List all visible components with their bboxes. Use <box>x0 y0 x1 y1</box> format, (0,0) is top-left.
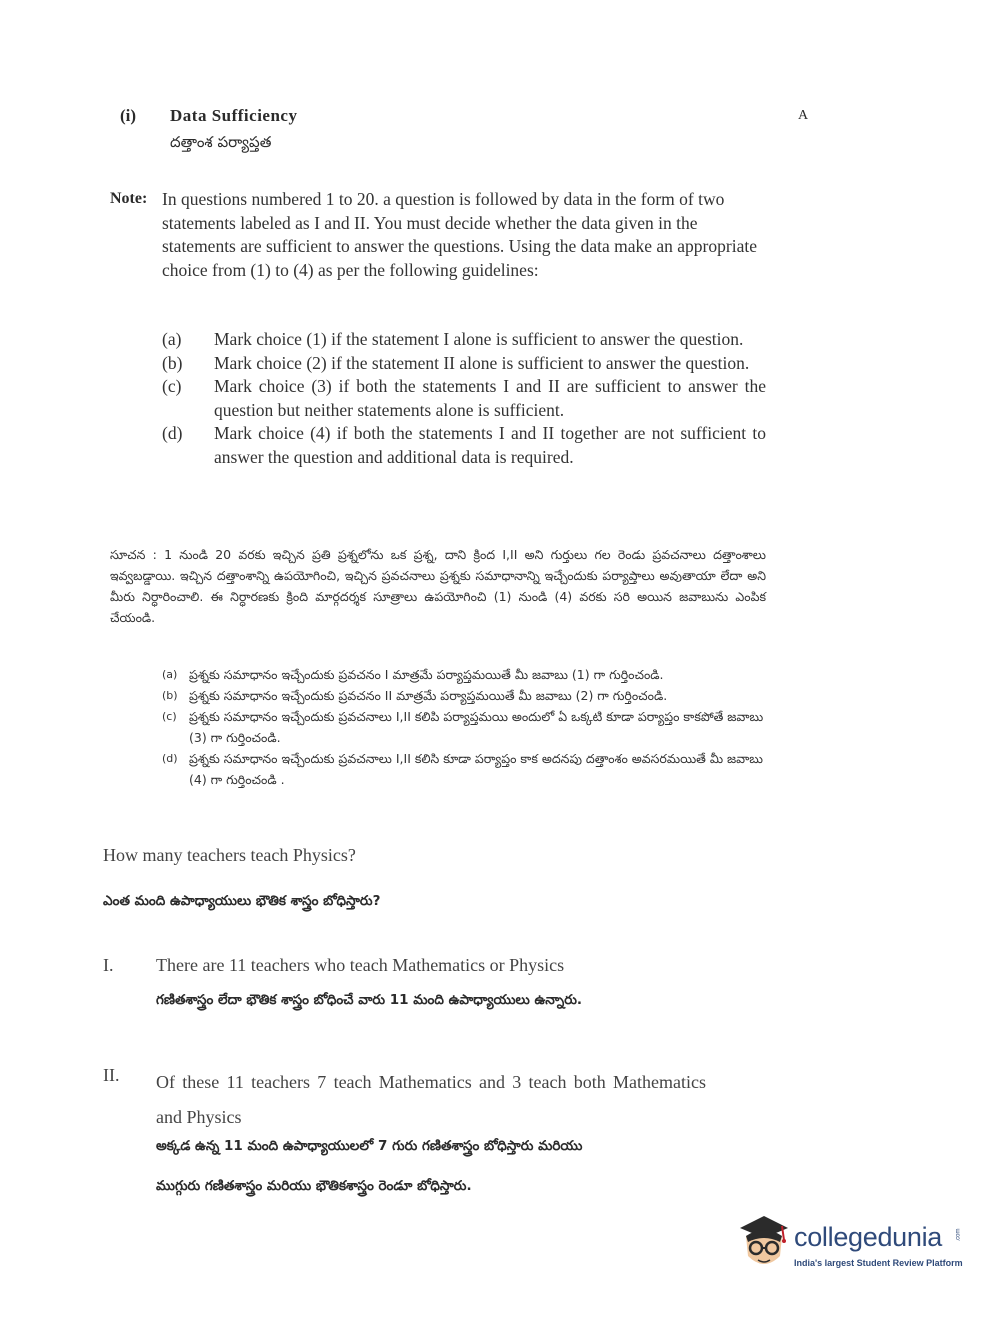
guideline-text: Mark choice (3) if both the statements I and II are sufficient to answer the question but neither statements alone is sufficient. <box>214 376 766 420</box>
guideline-item <box>162 375 766 422</box>
statement-2-number: II. <box>103 1065 120 1085</box>
guideline-label: (b) <box>162 352 183 373</box>
guideline-label: (c) <box>162 710 177 723</box>
guideline-item-telugu <box>162 685 766 706</box>
guideline-item-telugu <box>162 664 766 685</box>
page-corner-mark: A <box>798 108 809 123</box>
section-title: Data Sufficiency <box>170 106 298 125</box>
guideline-label: (c) <box>162 376 182 396</box>
question-text: How many teachers teach Physics? <box>103 845 356 865</box>
guideline-text: ప్రశ్నకు సమాధానం ఇచ్చేందుకు ప్రవచనం I మాత్రమే పర్యాప్తమయితే మీ జవాబు (1) గా గుర్తించండి. <box>189 667 664 682</box>
guideline-item <box>162 328 766 352</box>
guideline-label: (d) <box>162 423 183 443</box>
statement-2-text: Of these 11 teachers 7 teach Mathematics and 3 teach both Mathematics and Physics <box>156 1072 706 1127</box>
guideline-text: Mark choice (4) if both the statements I and II together are not sufficient to answer the question and additional data is required. <box>214 423 766 467</box>
statement-1-text-telugu: గణితశాస్త్రం లేదా భౌతిక శాస్త్రం బోధించే వారు 11 మంది ఉపాధ్యాయులు ఉన్నారు. <box>156 992 583 1008</box>
guideline-item <box>162 422 766 469</box>
statement-2-text-telugu-line2: ముగ్గురు గణితశాస్త్రం మరియు భౌతికశాస్త్రం రెండూ బోధిస్తారు. <box>156 1178 472 1194</box>
guideline-label: (b) <box>162 689 178 702</box>
section-title-telugu: దత్తాంశ పర్యాప్తత <box>170 133 272 151</box>
note-label: Note: <box>110 190 148 207</box>
guideline-label: (a) <box>162 668 178 681</box>
guideline-text: Mark choice (2) if the statement II alone is sufficient to answer the question. <box>214 352 750 373</box>
guideline-item <box>162 352 766 376</box>
guideline-text: ప్రశ్నకు సమాధానం ఇచ్చేందుకు ప్రవచనం II మాత్రమే పర్యాప్తమయితే మీ జవాబు (2) గా గుర్తించండి. <box>189 688 668 703</box>
guideline-item-telugu <box>162 748 766 790</box>
brand-suffix: .com <box>955 1228 962 1242</box>
guideline-item-telugu <box>162 706 766 748</box>
brand-name: collegedunia <box>794 1222 943 1252</box>
guidelines-list-telugu <box>162 664 766 790</box>
guideline-text: Mark choice (1) if the statement I alone is sufficient to answer the question. <box>214 329 744 349</box>
guideline-label: (a) <box>162 329 182 349</box>
brand-logo[interactable] <box>734 1208 964 1280</box>
note-text: In questions numbered 1 to 20. a question is followed by data in the form of two statements labeled as I and II. You must decide whether the data given in the statements are sufficient to answer the questions. Using the data make an appropriate choice from (1) to (4) as per the following guidelines: <box>162 189 757 280</box>
statement-1-text: There are 11 teachers who teach Mathematics or Physics <box>156 955 565 975</box>
brand-tagline: India's largest Student Review Platform <box>794 1258 963 1268</box>
student-mascot-icon <box>734 1210 792 1280</box>
note-text-telugu: సూచన : 1 నుండి 20 వరకు ఇచ్చిన ప్రతి ప్రశ్నలోను ఒక ప్రశ్న, దాని క్రింద I,II అని గుర్తులు గల రెండు ప్రవచనాలు దత్తాంశాలు ఇవ్వబడ్డాయి. ఇచ్చిన దత్తాంశాన్ని ఉపయోగించి, ఇచ్చిన ప్రవచనాలు ప్రశ్నకు సమాధానాన్ని ఇచ్చేందుకు పర్యాప్తాలు అవుతాయా లేదా అని మీరు నిర్ధారించాలి. ఈ నిర్ధారణకు క్రింది మార్గదర్శక సూత్రాలు ఉపయోగించి (1) నుండి (4) వరకు సరి అయిన జవాబును ఎంపిక చేయండి. <box>110 547 766 625</box>
guidelines-list <box>162 328 766 469</box>
statement-1-number: I. <box>103 955 114 975</box>
guideline-text: ప్రశ్నకు సమాధానం ఇచ్చేందుకు ప్రవచనాలు I,II కలిపి పర్యాప్తమయి అందులో ఏ ఒక్కటి కూడా పర్యాప్తం కాకపోతే జవాబు (3) గా గుర్తించండి. <box>189 709 764 745</box>
question-text-telugu: ఎంత మంది ఉపాధ్యాయులు భౌతిక శాస్త్రం బోధిస్తారు? <box>103 893 381 909</box>
statement-2-text-telugu-line1: అక్కడ ఉన్న 11 మంది ఉపాధ్యాయులలో 7 గురు గణితశాస్త్రం బోధిస్తారు మరియు <box>156 1138 583 1154</box>
section-number: (i) <box>120 106 137 125</box>
guideline-text: ప్రశ్నకు సమాధానం ఇచ్చేందుకు ప్రవచనాలు I,II కలిసి కూడా పర్యాప్తం కాక అదనపు దత్తాంశం అవసరమయితే మీ జవాబు (4) గా గుర్తించండి . <box>189 751 763 787</box>
guideline-label: (d) <box>162 752 178 765</box>
